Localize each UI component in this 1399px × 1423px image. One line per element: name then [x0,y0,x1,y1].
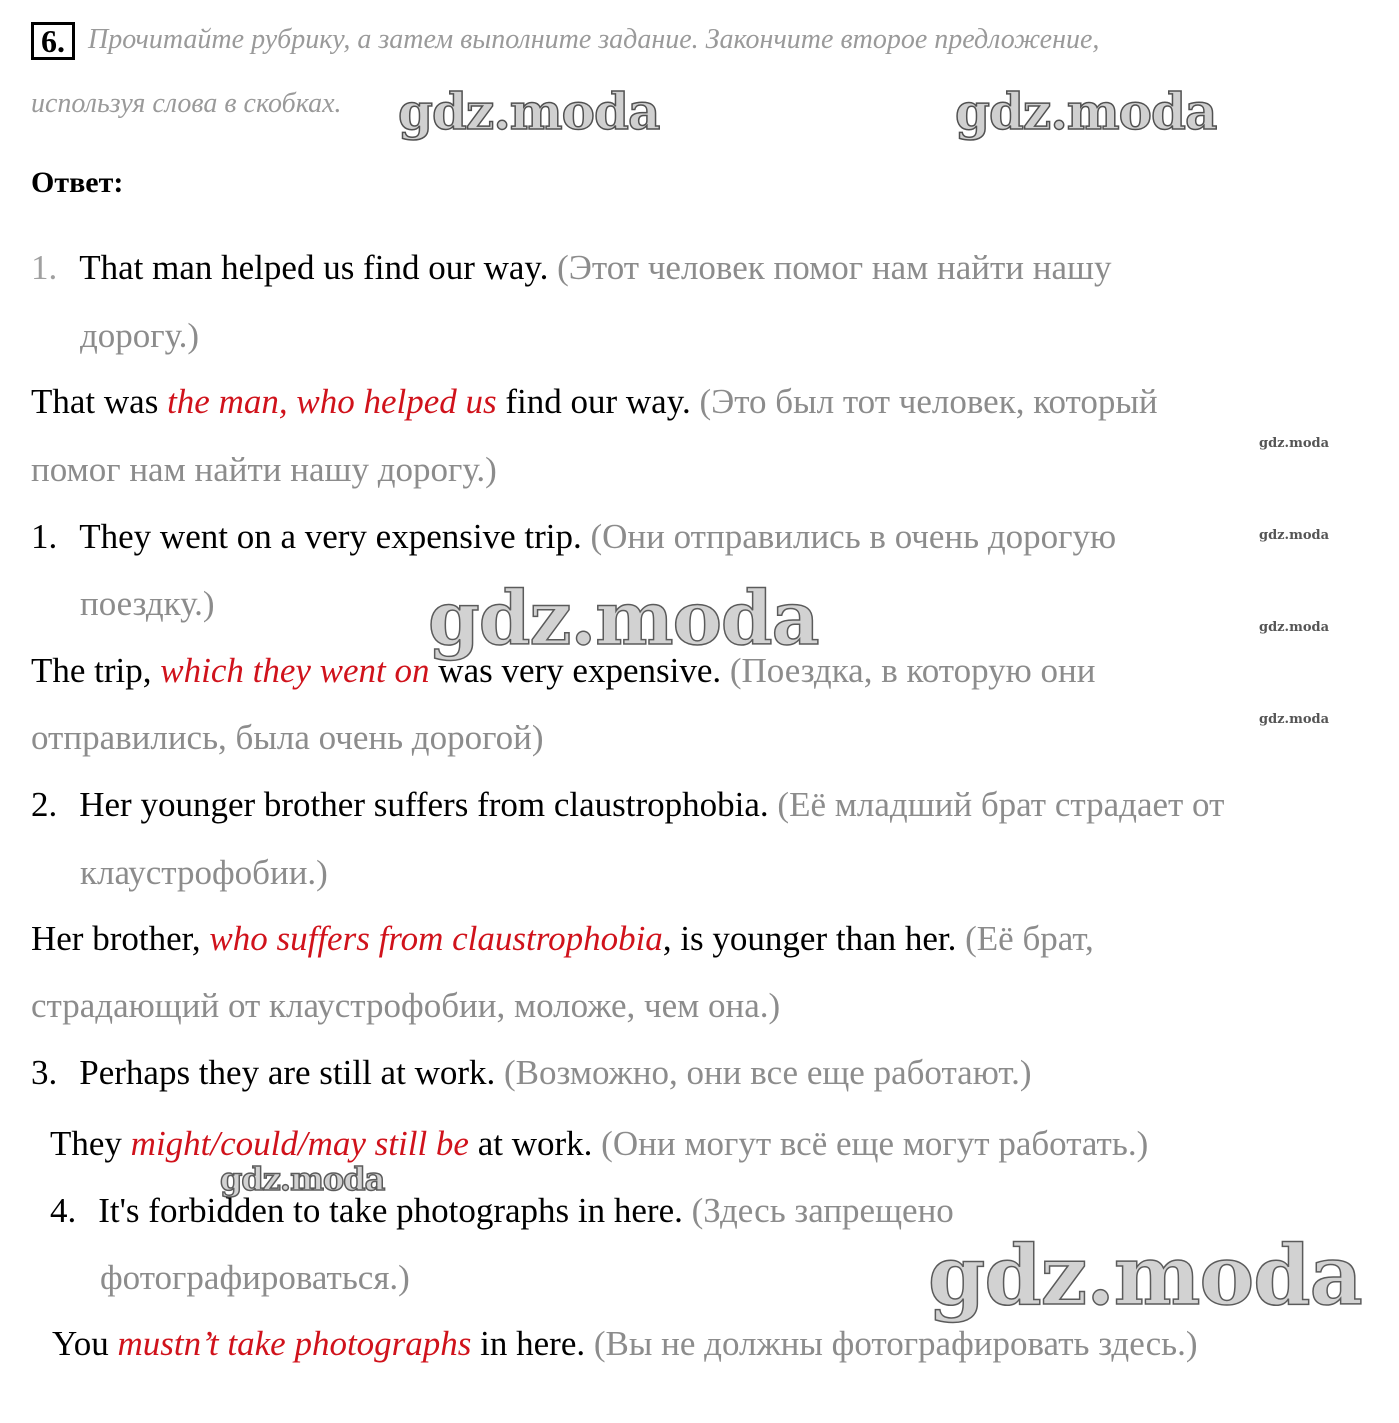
item-sentence: Perhaps they are still at work. [79,1053,496,1092]
watermark-logo: gdz.moda [928,1228,1362,1324]
watermark-small: gdz.moda [1259,528,1330,543]
item-sentence: It's forbidden to take photographs in here. [98,1191,683,1230]
answer-sentence [52,1324,1198,1364]
list-item [31,517,1116,557]
item-number: 4. [50,1191,77,1230]
list-item [31,1053,1031,1093]
answer-suffix: , is younger than her. [662,919,957,958]
item-translation: (Её младший брат страдает от [768,785,1225,824]
answer-translation-cont: страдающий от клаустрофобии, моложе, чем она.) [31,986,781,1025]
item-number: 1. [31,248,58,287]
answer-prefix: Her brother, [31,919,210,958]
answer-translation-cont: помог нам найти нашу дорогу.) [31,450,497,489]
answer-prefix: That was [31,382,168,421]
answer-prefix: The trip, [31,651,161,690]
item-translation: (Возможно, они все еще работают.) [495,1053,1032,1092]
item-translation-cont: фотографироваться.) [100,1258,410,1297]
item-sentence: That man helped us find our way. [79,248,549,287]
answer-highlight: might/could/may still be [130,1124,469,1163]
answer-translation: (Это был тот человек, который [690,382,1158,421]
answer-sentence [31,382,1158,422]
item-number: 3. [31,1053,58,1092]
answer-translation: (Её брат, [956,919,1094,958]
item-translation-cont: дорогу.) [80,316,200,355]
answer-suffix: find our way. [496,382,691,421]
answer-translation: (Вы не должны фотографировать здесь.) [585,1324,1198,1363]
item-translation: (Здесь запрещено [682,1191,954,1230]
watermark-logo: gdz.moda [220,1160,385,1198]
answer-highlight: who suffers from claustrophobia [209,919,663,958]
watermark-logo: gdz.moda [398,82,660,141]
item-translation: (Этот человек помог нам найти нашу [548,248,1112,287]
answer-sentence [50,1124,1148,1164]
answer-translation-cont: отправились, была очень дорогой) [31,718,544,757]
watermark-logo: gdz.moda [428,576,819,662]
answer-suffix: at work. [468,1124,593,1163]
answer-label: Ответ: [31,166,124,199]
answer-suffix: in here. [471,1324,586,1363]
item-translation: (Они отправились в очень дорогую [581,517,1117,556]
watermark-small: gdz.moda [1259,712,1330,727]
item-translation-cont: клаустрофобии.) [80,853,328,892]
answer-prefix: They [50,1124,131,1163]
task-instruction-line2: используя слова в скобках. [31,88,342,119]
watermark-small: gdz.moda [1259,436,1330,451]
task-instruction-line1: Прочитайте рубрику, а затем выполните задание. Закончите второе предложение, [88,24,1100,55]
item-sentence: They went on a very expensive trip. [79,517,582,556]
answer-translation: (Поездка, в которую они [721,651,1096,690]
list-item [31,248,1112,288]
answer-translation: (Они могут всё еще могут работать.) [592,1124,1149,1163]
watermark-logo: gdz.moda [955,82,1217,141]
item-sentence: Her younger brother suffers from claustrophobia. [79,785,769,824]
answer-highlight: mustn’t take photographs [117,1324,472,1363]
answer-suffix: was very expensive. [429,651,722,690]
item-number: 2. [31,785,58,824]
task-number: 6. [31,22,75,60]
answer-prefix: You [52,1324,118,1363]
item-translation-cont: поездку.) [80,584,215,623]
watermark-small: gdz.moda [1259,620,1330,635]
answer-sentence [31,919,1094,959]
answer-highlight: which they went on [160,651,430,690]
list-item [31,785,1224,825]
item-number: 1. [31,517,58,556]
list-item [50,1191,954,1231]
answer-highlight: the man, who helped us [167,382,497,421]
